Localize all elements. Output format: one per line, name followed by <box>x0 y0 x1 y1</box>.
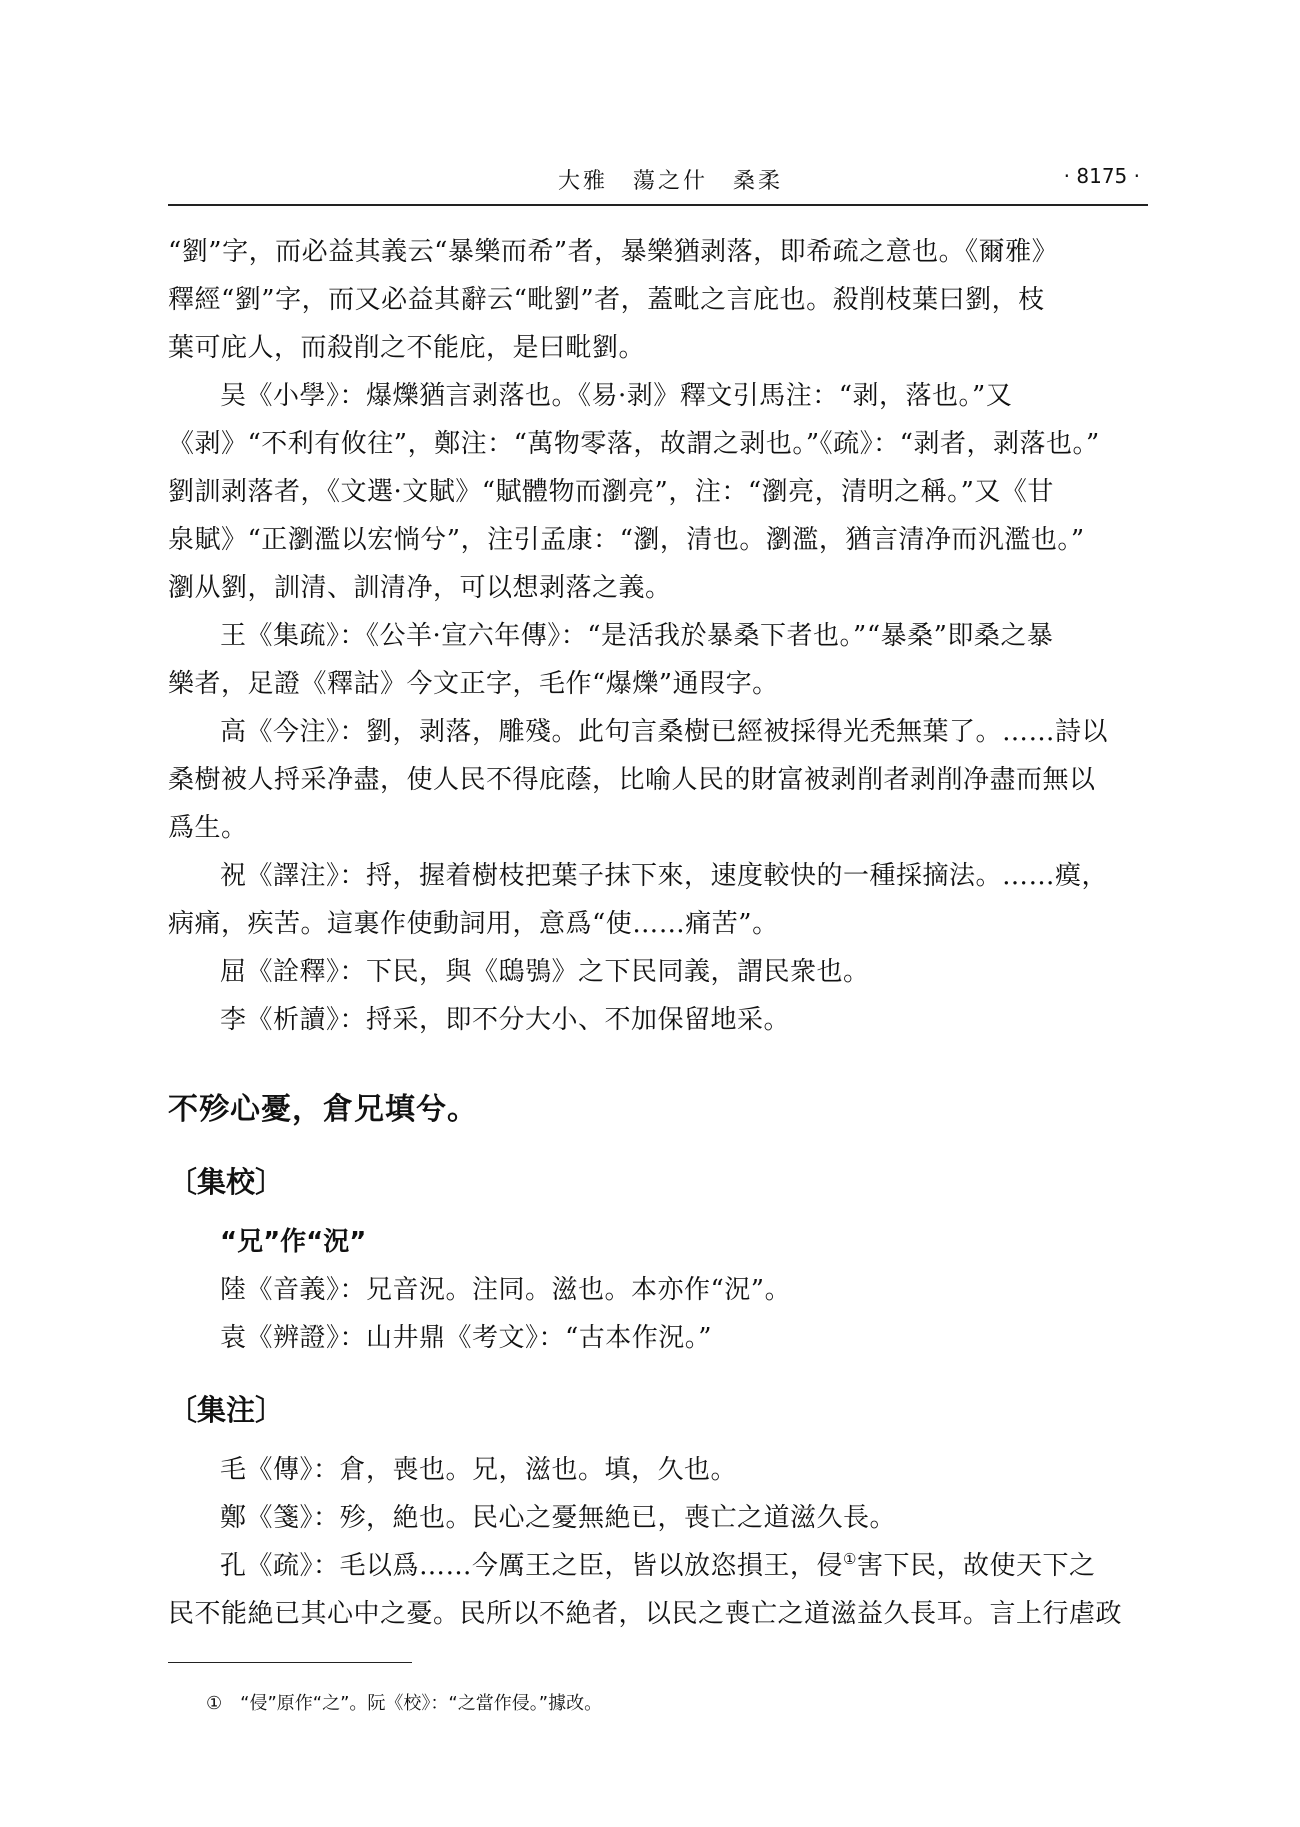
text-line: 爲生。 <box>168 813 248 843</box>
page-number: · 8175 · <box>1063 164 1140 188</box>
collation-item-heading: “兄”作“況” <box>220 1227 367 1257</box>
text-segment: 孔《疏》：毛以爲……今厲王之臣，皆以放恣損王，侵 <box>220 1551 844 1581</box>
text-line: 毛《傳》：倉，喪也。兄，滋也。填，久也。 <box>220 1455 738 1485</box>
paragraph <box>168 948 1148 996</box>
paragraph <box>168 1494 1148 1542</box>
text-line: 吴《小學》：爆爍猶言剥落也。《易·剥》釋文引馬注：“剥，落也。”又 <box>220 381 1013 411</box>
collation-heading: 〔集校〕 <box>168 1165 285 1199</box>
annotation-heading: 〔集注〕 <box>168 1393 285 1427</box>
text-line: 袁《辨證》：山井鼎《考文》：“古本作況。” <box>220 1323 713 1353</box>
text-line: 屈《詮釋》：下民，與《鴟鴞》之下民同義，謂民衆也。 <box>220 957 870 987</box>
paragraph <box>168 1314 1148 1362</box>
text-line: 祝《譯注》：捋，握着樹枝把葉子抹下來，速度較快的一種採摘法。……瘼， <box>220 861 1109 891</box>
main-text <box>168 228 1148 1638</box>
paragraph <box>168 1446 1148 1494</box>
text-segment: 害下民，故使天下之 <box>856 1551 1096 1581</box>
paragraph <box>168 612 1148 708</box>
paragraph <box>168 708 1148 852</box>
verse-title: 不殄心憂，倉兄填兮。 <box>168 1092 478 1127</box>
text-line: 桑樹被人捋采净盡，使人民不得庇蔭，比喻人民的財富被剥削者剥削净盡而無以 <box>168 765 1096 795</box>
running-header <box>168 160 1148 200</box>
paragraph <box>168 228 1148 372</box>
text-line: 《剥》“不利有攸往”，鄭注：“萬物零落，故謂之剥也。”《疏》：“剥者，剥落也。” <box>168 429 1100 459</box>
text-line: 陸《音義》：兄音況。注同。滋也。本亦作“況”。 <box>220 1275 792 1305</box>
text-line: 李《析讀》：捋采，即不分大小、不加保留地采。 <box>220 1005 791 1035</box>
text-line: 高《今注》：劉，剥落，雕殘。此句言桑樹已經被採得光禿無葉了。……詩以 <box>220 717 1109 747</box>
header-rule <box>168 204 1148 206</box>
text-line: 王《集疏》：《公羊·宣六年傳》：“是活我於暴桑下者也。”“暴桑”即桑之暴 <box>220 621 1054 651</box>
text-line: 泉賦》“正瀏濫以宏惝兮”，注引孟康：“瀏，清也。瀏濫，猶言清净而汎濫也。” <box>168 525 1085 555</box>
paragraph <box>168 372 1148 612</box>
chapter-title: 大雅 蕩之什 桑柔 <box>558 169 784 194</box>
paragraph <box>168 1542 1148 1638</box>
paragraph <box>168 1266 1148 1314</box>
text-line: 民不能絶已其心中之憂。民所以不絶者，以民之喪亡之道滋益久長耳。言上行虐政 <box>168 1599 1123 1629</box>
text-line: 釋經“劉”字，而又必益其辭云“毗劉”者，蓋毗之言庇也。殺削枝葉曰劉，枝 <box>168 285 1045 315</box>
footnote-marker[interactable]: ① <box>843 1550 857 1568</box>
paragraph <box>168 996 1148 1044</box>
text-line: “劉”字，而必益其義云“暴樂而希”者，暴樂猶剥落，即希疏之意也。《爾雅》 <box>168 237 1059 267</box>
text-line: 劉訓剥落者，《文選·文賦》“賦體物而瀏亮”，注：“瀏亮，清明之稱。”又《甘 <box>168 477 1054 507</box>
text-line: 瀏从劉，訓清、訓清净，可以想剥落之義。 <box>168 573 672 603</box>
paragraph <box>168 852 1148 948</box>
text-line: 鄭《箋》：殄，絶也。民心之憂無絶已，喪亡之道滋久長。 <box>220 1503 897 1533</box>
text-line: 樂者，足證《釋詁》今文正字，毛作“爆爍”通叚字。 <box>168 669 779 699</box>
footnote-rule <box>168 1662 412 1663</box>
text-line: 病痛，疾苦。這裏作使動詞用，意爲“使……痛苦”。 <box>168 909 779 939</box>
footnote: ① “侵”原作“之”。阮《校》：“之當作侵。”據改。 <box>206 1693 603 1714</box>
text-line: 葉可庇人，而殺削之不能庇，是曰毗劉。 <box>168 333 646 363</box>
